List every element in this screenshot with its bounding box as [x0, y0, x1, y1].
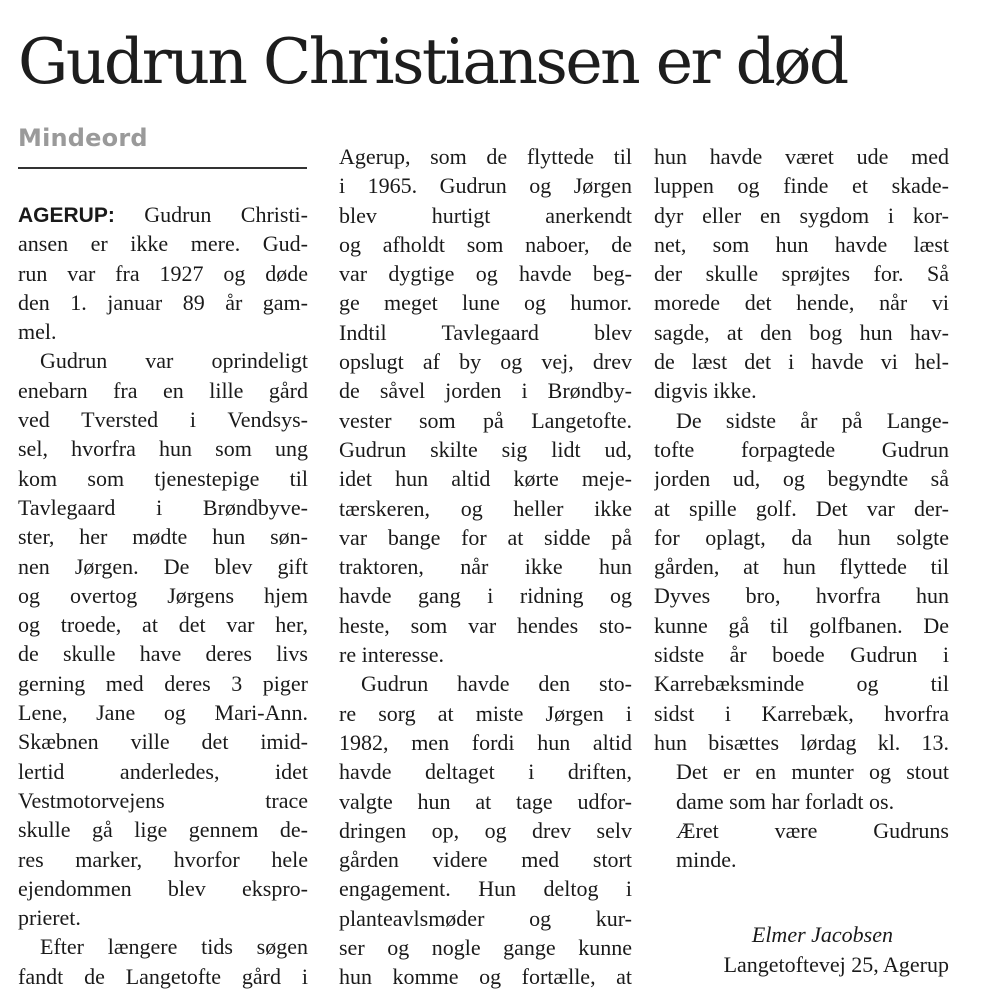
article-line: run var fra 1927 og døde [18, 260, 308, 286]
article-line: morede det hende, når vi [654, 290, 949, 316]
article-line: Dyves bro, hvorfra hun [654, 583, 949, 609]
article-line: ge meget lune og humor. [339, 290, 632, 316]
article-line: og afholdt som naboer, de [339, 231, 632, 257]
article-line: valgte hun at tage udfor- [339, 788, 632, 814]
article-line: ved Tversted i Vendsys- [18, 407, 308, 433]
article-line: prieret. [18, 905, 81, 931]
article-line: skulle gå lige gennem de- [18, 817, 308, 843]
article-line: enebarn fra en lille gård [18, 377, 308, 403]
article-line: ansen er ikke mere. Gud- [18, 231, 308, 257]
article-line: Karrebæksminde og til [654, 671, 949, 697]
article-line: re sorg at miste Jørgen i [339, 700, 632, 726]
article-line: gerning med deres 3 piger [18, 670, 308, 696]
article-line: gården, at hun flyttede til [654, 554, 949, 580]
article-line: fandt de Langetofte gård i [18, 963, 308, 989]
article-line: var dygtige og havde beg- [339, 261, 632, 287]
article-line: for oplagt, da hun solgte [654, 524, 949, 550]
article-line: blev hurtigt anerkendt [339, 202, 632, 228]
article-line: re interesse. [339, 642, 445, 668]
section-label: Mindeord [18, 124, 148, 152]
article-line: dringen op, og drev selv [339, 817, 632, 843]
article-line: Efter længere tids søgen [40, 934, 308, 960]
article-line: mel. [18, 319, 57, 345]
article-line: i 1965. Gudrun og Jørgen [339, 173, 632, 199]
article-line: sagde, at den bog hun hav- [654, 319, 949, 345]
article-line: kunne gå til golfbanen. De [654, 612, 949, 638]
article-line: hun komme og fortælle, at [339, 964, 632, 990]
article-line: Vestmotorvejens trace [18, 787, 308, 813]
line-text: Gudrun Christi- [144, 202, 308, 227]
article-line: de skulle have deres livs [18, 641, 308, 667]
article-line: vester som på Langetofte. [339, 407, 632, 433]
article-line: dame som har forladt os. [676, 788, 895, 814]
article-line: ser og nogle gange kunne [339, 935, 632, 961]
article-line: traktoren, når ikke hun [339, 554, 632, 580]
article-line: og troede, at det var her, [18, 612, 308, 638]
article-line: nen Jørgen. De blev gift [18, 553, 308, 579]
article-line: lertid anderledes, idet [18, 758, 308, 784]
section-rule [18, 167, 307, 169]
article-line [18, 200, 308, 229]
article-line: hun havde været ude med [654, 144, 949, 169]
headline: Gudrun Christiansen er død [18, 25, 847, 98]
article-line: Gudrun havde den sto- [361, 671, 632, 697]
article-line: at spille golf. Det var der- [654, 495, 949, 521]
article-line: minde. [676, 847, 737, 873]
article-line: sel, hvorfra hun som ung [18, 436, 308, 462]
article-line: idet hun altid kørte meje- [339, 466, 632, 492]
article-line: dyr eller en sygdom i kor- [654, 202, 949, 228]
article-line: Gudrun skilte sig lidt ud, [339, 436, 632, 462]
article-line: jorden ud, og begyndte så [654, 466, 949, 492]
article-line: Æret være Gudruns [676, 817, 949, 843]
article-line: ster, her mødte hun søn- [18, 524, 308, 550]
signature-name: Elmer Jacobsen [751, 922, 893, 947]
article-line: kom som tjenestepige til [18, 465, 308, 491]
signature-address: Langetoftevej 25, Agerup [723, 952, 949, 977]
article-line: Det er en munter og stout [676, 759, 949, 785]
article-line: hun bisættes lørdag kl. 13. [654, 729, 949, 755]
article-line: sidste år boede Gudrun i [654, 642, 949, 668]
article-line: ejendommen blev ekspro- [18, 875, 308, 901]
article-line: digvis ikke. [654, 378, 757, 404]
article-line: tærskeren, og heller ikke [339, 495, 632, 521]
article-line: res marker, hvorfor hele [18, 846, 308, 872]
article-line: og overtog Jørgens hjem [18, 582, 308, 608]
article-line: havde gang i ridning og [339, 583, 632, 609]
article-line: engagement. Hun deltog i [339, 876, 632, 902]
article-line: den 1. januar 89 år gam- [18, 289, 308, 315]
article-line: tofte forpagtede Gudrun [654, 436, 949, 462]
article-line: heste, som var hendes sto- [339, 612, 632, 638]
article-line: 1982, men fordi hun altid [339, 729, 632, 755]
column-3 [654, 142, 949, 874]
article-line: de såvel jorden i Brøndby- [339, 378, 632, 404]
article-line: Lene, Jane og Mari-Ann. [18, 700, 308, 726]
article-line: net, som hun havde læst [654, 231, 949, 257]
article-line: de læst det i havde vi hel- [654, 349, 949, 375]
dateline: AGERUP: [18, 204, 115, 227]
article-line: Tavlegaard i Brøndbyve- [18, 494, 308, 520]
article-line: havde deltaget i driften, [339, 759, 632, 785]
article-line: planteavlsmøder og kur- [339, 905, 632, 931]
article-line: Agerup, som de flyttede til [339, 144, 632, 169]
article-line: De sidste år på Lange- [676, 407, 949, 433]
article-line: luppen og finde et skade- [654, 173, 949, 199]
article-line: sidst i Karrebæk, hvorfra [654, 700, 949, 726]
article-line: Gudrun var oprindeligt [40, 348, 308, 374]
article-line: Skæbnen ville det imid- [18, 729, 308, 755]
column-2 [339, 142, 632, 992]
article-line: var bange for at sidde på [339, 524, 632, 550]
column-1 [18, 200, 308, 991]
article-line: Indtil Tavlegaard blev [339, 319, 632, 345]
article-line: der skulle sprøjtes for. Så [654, 261, 949, 287]
article-line: opslugt af by og vej, drev [339, 349, 632, 375]
article-line: gården videre med stort [339, 847, 632, 873]
